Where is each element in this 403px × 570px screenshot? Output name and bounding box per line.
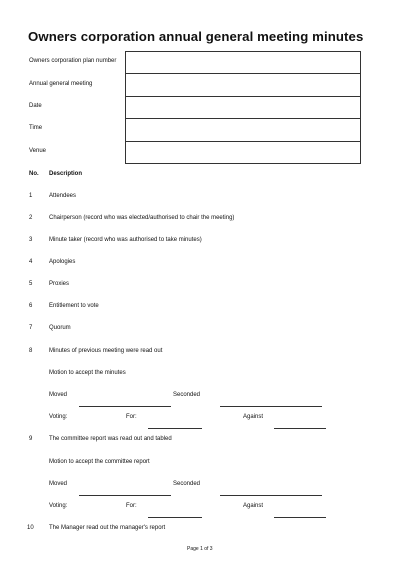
seconded-label: Seconded — [173, 481, 201, 487]
info-row-date — [25, 96, 361, 118]
moved-signature-line[interactable] — [79, 495, 171, 496]
votes-against-line[interactable] — [274, 517, 326, 518]
item-chairperson: Chairperson (record who was elected/authorised to chair the meeting) — [49, 215, 235, 221]
against-label: Against — [243, 414, 264, 420]
info-label: Venue — [29, 147, 47, 154]
motion-accept-committee-report: Motion to accept the committee report — [49, 459, 150, 465]
item-number: 1 — [29, 193, 33, 199]
motion-accept-minutes: Motion to accept the minutes — [49, 370, 126, 376]
date-field[interactable] — [125, 96, 361, 118]
item-previous-minutes: Minutes of previous meeting were read out — [49, 348, 163, 354]
item-apologies: Apologies — [49, 259, 76, 265]
item-proxies: Proxies — [49, 281, 70, 287]
info-row-time — [25, 119, 361, 141]
item-quorum: Quorum — [49, 325, 71, 331]
column-header-description: Description — [49, 171, 83, 177]
voting-label: Voting: — [49, 414, 68, 420]
info-label: Annual general meeting — [29, 80, 93, 87]
info-row-plan-number — [25, 52, 361, 74]
votes-against-line[interactable] — [274, 428, 326, 429]
item-number: 4 — [29, 259, 33, 265]
item-committee-report: The committee report was read out and tabled — [49, 436, 172, 442]
item-minute-taker: Minute taker (record who was authorised to take minutes) — [49, 237, 202, 243]
item-number: 7 — [29, 325, 33, 331]
moved-signature-line[interactable] — [79, 406, 171, 407]
info-row-venue — [25, 141, 361, 163]
moved-label: Moved — [49, 392, 68, 398]
meeting-info-table — [25, 51, 361, 164]
item-number: 8 — [29, 348, 33, 354]
plan-number-field[interactable] — [125, 52, 361, 74]
moved-label: Moved — [49, 481, 68, 487]
venue-field[interactable] — [125, 141, 361, 163]
item-manager-report: The Manager read out the manager's report — [49, 525, 166, 531]
item-number: 2 — [29, 215, 33, 221]
info-label: Date — [29, 102, 42, 109]
item-number: 5 — [29, 281, 33, 287]
voting-label: Voting: — [49, 503, 68, 509]
item-number: 10 — [27, 525, 34, 531]
info-row-agm — [25, 74, 361, 96]
info-label: Time — [29, 125, 43, 132]
item-number: 6 — [29, 303, 33, 309]
column-header-no: No. — [29, 171, 39, 177]
votes-for-line[interactable] — [148, 517, 202, 518]
seconded-label: Seconded — [173, 392, 201, 398]
item-entitlement-to-vote: Entitlement to vote — [49, 303, 99, 309]
for-label: For: — [126, 414, 137, 420]
item-number: 9 — [29, 436, 33, 442]
votes-for-line[interactable] — [148, 428, 202, 429]
page-title: Owners corporation annual general meeting minutes — [28, 29, 364, 44]
page-number: Page 1 of 3 — [187, 546, 213, 552]
info-label: Owners corporation plan number — [29, 58, 117, 65]
seconded-signature-line[interactable] — [220, 495, 322, 496]
seconded-signature-line[interactable] — [220, 406, 322, 407]
time-field[interactable] — [125, 119, 361, 141]
item-number: 3 — [29, 237, 33, 243]
agm-field[interactable] — [125, 74, 361, 96]
item-attendees: Attendees — [49, 193, 77, 199]
against-label: Against — [243, 503, 264, 509]
for-label: For: — [126, 503, 137, 509]
